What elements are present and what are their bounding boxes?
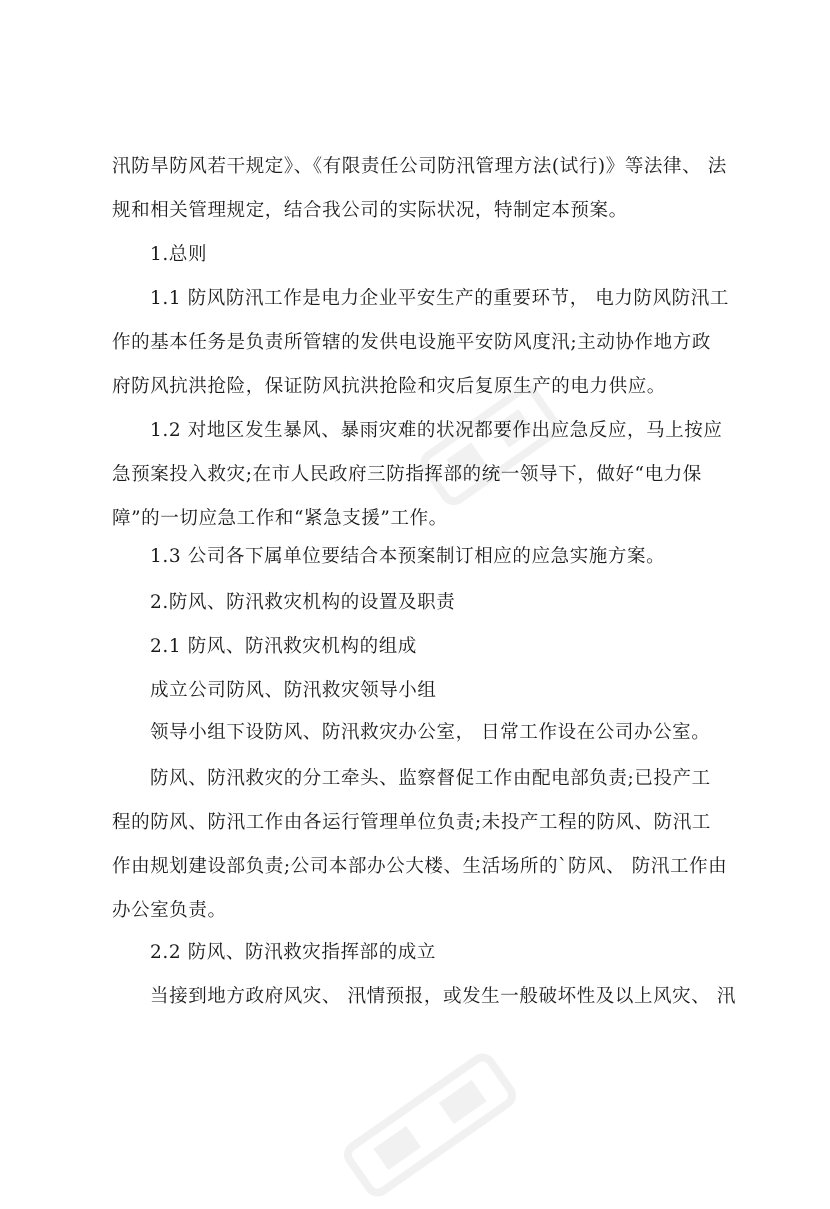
- paragraph-line: 作由规划建设部负责;公司本部办公大楼、生活场所的`防风、 防汛工作由: [112, 856, 728, 877]
- paragraph-line: 成立公司防风、防汛救灾领导小组: [150, 680, 437, 701]
- paragraph-line: 办公室负责。: [112, 900, 227, 921]
- paragraph-line: 府防风抗洪抢险，保证防风抗洪抢险和灾后复原生产的电力供应。: [112, 376, 666, 397]
- paragraph-line: 急预案投入救灾;在市人民政府三防指挥部的统一领导下，做好“电力保: [112, 464, 702, 485]
- section-heading: 1.总则: [150, 244, 208, 265]
- paragraph-line: 规和相关管理规定，结合我公司的实际状况，特制定本预案。: [112, 200, 628, 221]
- paragraph-line: 作的基本任务是负责所管辖的发供电设施平安防风度汛;主动协作地方政: [112, 332, 711, 353]
- watermark-logo: [336, 1045, 524, 1206]
- subsection-heading: 2.1 防风、防汛救灾机构的组成: [150, 636, 417, 657]
- paragraph-line: 防风、防汛救灾的分工牵头、监察督促工作由配电部负责;已投产工: [150, 768, 711, 789]
- paragraph-line: 障”的一切应急工作和“紧急支援”工作。: [112, 508, 448, 529]
- paragraph-line: 1.3 公司各下属单位要结合本预案制订相应的应急实施方案。: [150, 546, 666, 567]
- paragraph-line: 汛防旱防风若干规定》、《有限责任公司防汛管理方法(试行)》等法律、 法: [112, 156, 727, 177]
- paragraph-line: 1.1 防风防汛工作是电力企业平安生产的重要环节， 电力防风防汛工: [150, 288, 729, 309]
- paragraph-line: 程的防风、防汛工作由各运行管理单位负责;未投产工程的防风、防汛工: [112, 812, 711, 833]
- paragraph-line: 领导小组下设防风、防汛救灾办公室， 日常工作设在公司办公室。: [150, 722, 711, 743]
- subsection-heading: 2.2 防风、防汛救灾指挥部的成立: [150, 942, 437, 963]
- section-heading: 2.防风、防汛救灾机构的设置及职责: [150, 592, 456, 613]
- paragraph-line: 1.2 对地区发生暴风、暴雨灾难的状况都要作出应急反应，马上按应: [150, 420, 723, 441]
- paragraph-line: 当接到地方政府风灾、 汛情预报，或发生一般破坏性及以上风灾、 汛: [150, 986, 736, 1007]
